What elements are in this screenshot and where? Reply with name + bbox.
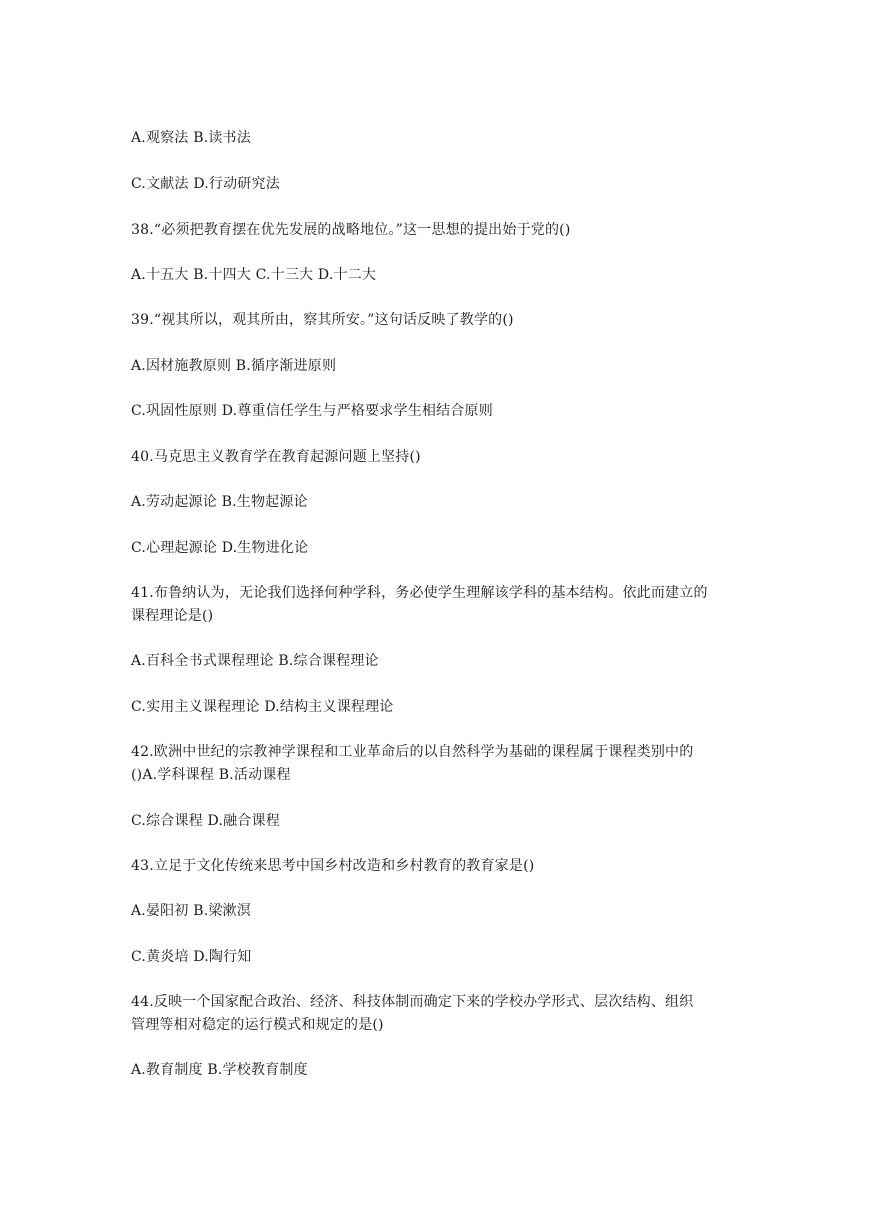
option-line-q42-cd: C.综合课程 D.融合课程 — [131, 813, 280, 829]
option-line-q41-cd: C.实用主义课程理论 D.结构主义课程理论 — [131, 699, 394, 715]
option-line-q38: A.十五大 B.十四大 C.十三大 D.十二大 — [131, 267, 377, 283]
question-41-line-2: 课程理论是() — [131, 608, 214, 624]
question-38: 38.“必须把教育摆在优先发展的战略地位。”这一思想的提出始于党的() — [131, 222, 571, 238]
question-40: 40.马克思主义教育学在教育起源问题上坚持() — [131, 449, 421, 465]
option-line-q41-ab: A.百科全书式课程理论 B.综合课程理论 — [131, 653, 379, 669]
option-line-q40-cd: C.心理起源论 D.生物进化论 — [131, 540, 309, 556]
question-41-line-1: 41.布鲁纳认为，无论我们选择何种学科，务必使学生理解该学科的基本结构。依此而建立的 — [131, 585, 708, 601]
question-43: 43.立足于文化传统来思考中国乡村改造和乡村教育的教育家是() — [131, 858, 535, 874]
option-line-q44-ab: A.教育制度 B.学校教育制度 — [131, 1062, 308, 1078]
option-line-q39-cd: C.巩固性原则 D.尊重信任学生与严格要求学生相结合原则 — [131, 403, 493, 419]
option-line-q43-cd: C.黄炎培 D.陶行知 — [131, 949, 252, 965]
option-line-q37-cd: C.文献法 D.行动研究法 — [131, 176, 280, 192]
option-line-q43-ab: A.晏阳初 B.梁漱溟 — [131, 903, 251, 919]
option-line-q37-ab: A.观察法 B.读书法 — [131, 130, 251, 146]
option-line-q40-ab: A.劳动起源论 B.生物起源论 — [131, 494, 308, 510]
option-line-q39-ab: A.因材施教原则 B.循序渐进原则 — [131, 358, 337, 374]
question-44-line-2: 管理等相对稳定的运行模式和规定的是() — [131, 1017, 384, 1033]
question-42-line-1: 42.欧洲中世纪的宗教神学课程和工业革命后的以自然科学为基础的课程属于课程类别中的 — [131, 744, 694, 760]
question-39: 39.“视其所以，观其所由，察其所安。”这句话反映了教学的() — [131, 312, 514, 328]
question-42-line-2: ()A.学科课程 B.活动课程 — [131, 767, 291, 783]
question-44-line-1: 44.反映一个国家配合政治、经济、科技体制而确定下来的学校办学形式、层次结构、组织 — [131, 994, 694, 1010]
